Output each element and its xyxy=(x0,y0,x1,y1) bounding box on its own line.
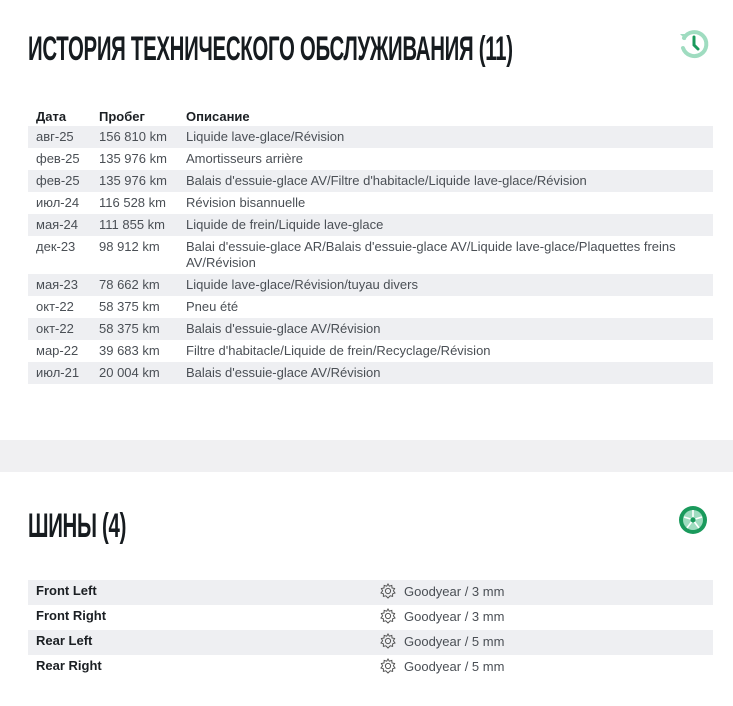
tire-spec: Goodyear / 5 mm xyxy=(404,634,505,649)
tire-spec: Goodyear / 5 mm xyxy=(404,659,505,674)
tire-info xyxy=(372,580,713,605)
cell-mileage: 20 004 km xyxy=(91,362,178,384)
tires-table xyxy=(28,580,713,680)
table-row xyxy=(28,340,713,362)
table-row xyxy=(28,236,713,274)
cell-description: Liquide lave-glace/Révision/tuyau divers xyxy=(178,274,713,296)
cell-description: Liquide de frein/Liquide lave-glace xyxy=(178,214,713,236)
cell-mileage: 58 375 km xyxy=(91,318,178,340)
col-date: Дата xyxy=(36,108,67,124)
cell-mileage: 116 528 km xyxy=(99,195,166,210)
cell-date: окт-22 xyxy=(36,299,74,314)
gear-icon xyxy=(380,633,396,649)
tire-position: Rear Right xyxy=(36,658,102,673)
tire-row xyxy=(28,655,713,680)
tire-position: Rear Left xyxy=(28,630,372,655)
cell-mileage: 111 855 km xyxy=(91,214,178,236)
gear-icon xyxy=(380,608,396,624)
tire-row xyxy=(28,605,713,630)
table-row xyxy=(28,170,713,192)
cell-date: фев-25 xyxy=(36,151,80,166)
cell-description: Révision bisannuelle xyxy=(186,195,306,210)
section-divider xyxy=(0,440,733,472)
cell-description: Pneu été xyxy=(186,299,239,314)
tire-info xyxy=(372,630,713,655)
cell-date: мая-23 xyxy=(28,274,91,296)
gear-icon xyxy=(380,658,396,674)
table-row xyxy=(28,192,713,214)
cell-date: мар-22 xyxy=(36,343,79,358)
history-icon xyxy=(677,28,709,60)
cell-description: Liquide lave-glace/Révision xyxy=(178,126,713,148)
cell-mileage: 135 976 km xyxy=(91,170,178,192)
table-row xyxy=(28,148,713,170)
tire-spec: Goodyear / 3 mm xyxy=(404,609,505,624)
cell-mileage: 39 683 km xyxy=(99,343,160,358)
tire-info xyxy=(372,605,713,630)
cell-date: дек-23 xyxy=(36,239,76,254)
table-row xyxy=(28,296,713,318)
table-row xyxy=(28,318,713,340)
tire-row xyxy=(28,580,713,605)
maintenance-title: ИСТОРИЯ ТЕХНИЧЕСКОГО ОБСЛУЖИВАНИЯ (11) xyxy=(28,30,513,68)
table-row xyxy=(28,362,713,384)
maintenance-table xyxy=(28,106,713,384)
table-header xyxy=(28,106,713,126)
col-mileage: Пробег xyxy=(99,108,145,124)
tire-icon xyxy=(677,504,709,536)
cell-date: мая-24 xyxy=(28,214,91,236)
table-row xyxy=(28,274,713,296)
table-row xyxy=(28,126,713,148)
gear-icon xyxy=(380,583,396,599)
tire-position: Front Right xyxy=(36,608,107,623)
col-description: Описание xyxy=(186,108,250,124)
cell-description: Balais d'essuie-glace AV/Filtre d'habitacle/Liquide lave-glace/Révision xyxy=(178,170,713,192)
table-row xyxy=(28,214,713,236)
cell-mileage: 78 662 km xyxy=(91,274,178,296)
cell-description: Amortisseurs arrière xyxy=(186,151,304,166)
tire-row xyxy=(28,630,713,655)
cell-date: фев-25 xyxy=(28,170,91,192)
cell-date: июл-21 xyxy=(28,362,91,384)
tires-title: ШИНЫ (4) xyxy=(28,507,127,545)
cell-description: Balais d'essuie-glace AV/Révision xyxy=(178,362,713,384)
tire-position: Front Left xyxy=(28,580,372,605)
cell-mileage: 98 912 km xyxy=(99,239,160,254)
cell-description: Balai d'essuie-glace AR/Balais d'essuie-glace AV/Liquide lave-glace/Plaquettes freins AV/Révision xyxy=(186,239,676,270)
cell-date: окт-22 xyxy=(28,318,91,340)
cell-date: авг-25 xyxy=(28,126,91,148)
tire-spec: Goodyear / 3 mm xyxy=(404,584,505,599)
cell-mileage: 58 375 km xyxy=(99,299,160,314)
cell-mileage: 135 976 km xyxy=(99,151,167,166)
cell-description: Balais d'essuie-glace AV/Révision xyxy=(178,318,713,340)
cell-date: июл-24 xyxy=(36,195,80,210)
cell-mileage: 156 810 km xyxy=(91,126,178,148)
tire-info xyxy=(372,655,713,680)
cell-description: Filtre d'habitacle/Liquide de frein/Recyclage/Révision xyxy=(186,343,491,358)
